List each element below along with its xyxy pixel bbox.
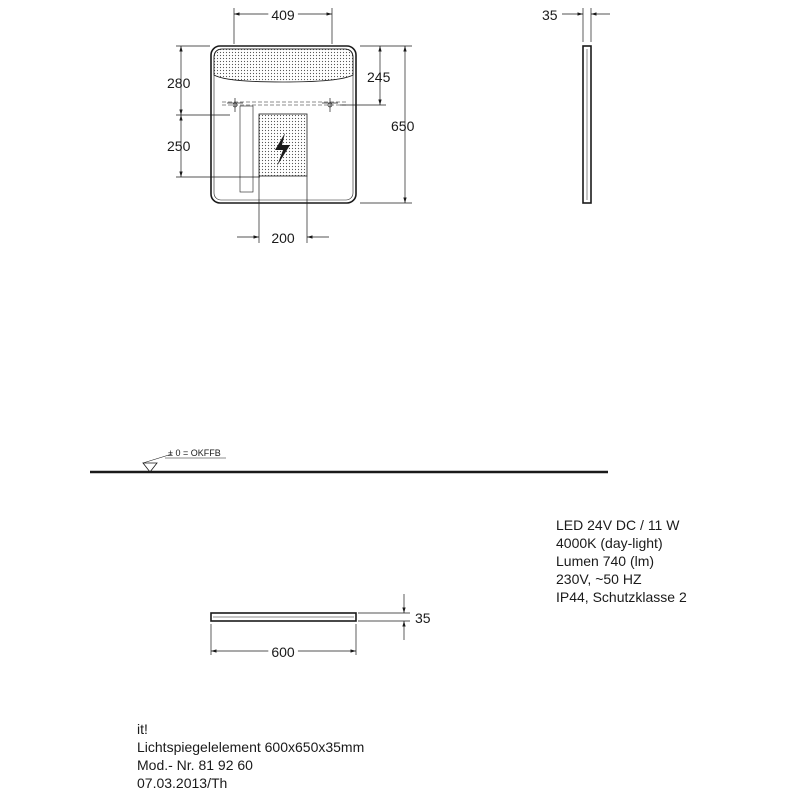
light-band	[214, 49, 353, 82]
dim-height-650: 650	[391, 118, 415, 134]
title-block	[137, 720, 364, 792]
left-bracket	[240, 106, 253, 192]
spec-line-voltage: 230V, ~50 HZ	[556, 571, 642, 587]
title-model-number: Mod.- Nr. 81 92 60	[137, 757, 253, 773]
dim-depth-35-top: 35	[415, 610, 431, 626]
specifications-block	[556, 516, 687, 606]
floor-level-label: ± 0 = OKFFB	[168, 448, 221, 458]
dim-height-280: 280	[167, 75, 191, 91]
dim-width-600: 600	[271, 644, 295, 660]
spec-line-protection: IP44, Schutzklasse 2	[556, 589, 687, 605]
title-series: it!	[137, 721, 148, 737]
level-marker	[143, 463, 157, 472]
dim-height-250: 250	[167, 138, 191, 154]
title-date: 07.03.2013/Th	[137, 775, 228, 791]
dim-width-200: 200	[271, 230, 295, 246]
dim-width-409: 409	[271, 7, 295, 23]
side-view	[562, 8, 610, 203]
dim-depth-35-side: 35	[542, 7, 558, 23]
front-view	[211, 46, 356, 203]
spec-line-lumen: Lumen 740 (lm)	[556, 553, 655, 569]
title-product: Lichtspiegelelement 600x650x35mm	[137, 739, 365, 755]
dim-height-245: 245	[367, 69, 391, 85]
top-view	[211, 594, 410, 655]
spec-line-power: LED 24V DC / 11 W	[556, 517, 680, 533]
spec-line-color-temp: 4000K (day-light)	[556, 535, 663, 551]
